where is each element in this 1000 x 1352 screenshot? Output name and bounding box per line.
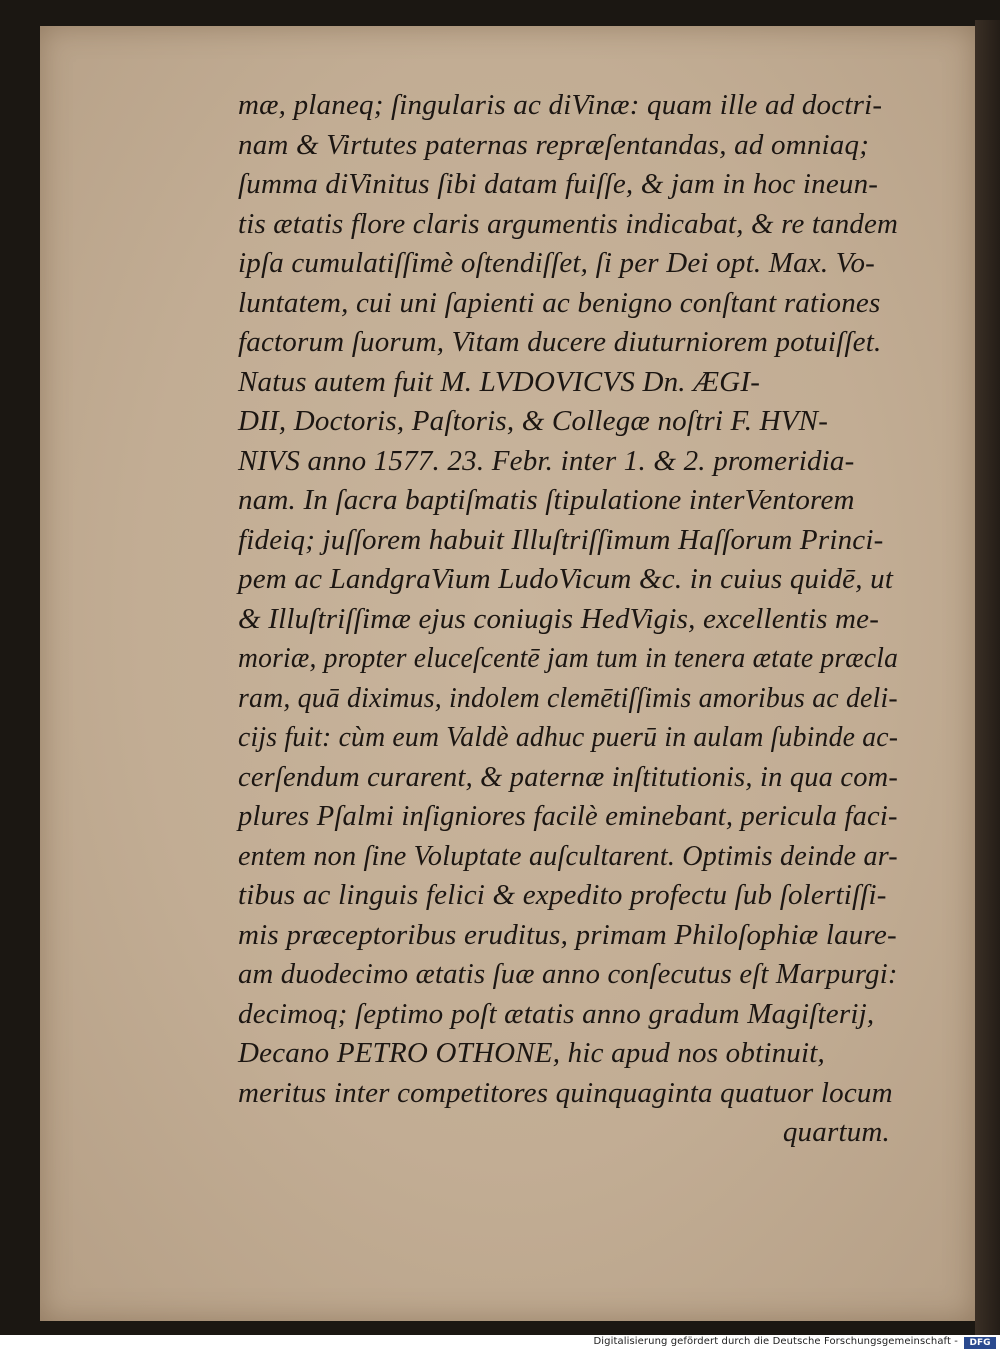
text-line: factorum ſuorum, Vitam ducere diuturniorem potuiſſet. xyxy=(238,326,882,358)
page-text xyxy=(238,86,898,1153)
text-line: ram, quā diximus, indolem clemētiſſimis amoribus ac deli- xyxy=(238,681,898,714)
text-line: tibus ac linguis felici & expedito profectu ſub ſolertiſſi- xyxy=(238,879,887,911)
text-line: meritus inter competitores quinquaginta quatuor locum xyxy=(238,1076,893,1109)
text-line: cijs fuit: cùm eum Valdè adhuc puerū in aulam ſubinde ac- xyxy=(238,721,899,753)
text-line: DII, Doctoris, Paſtoris, & Collegæ noſtri F. HVN- xyxy=(238,405,829,437)
book-edge xyxy=(975,20,1000,1335)
text-line: nam & Virtutes paternas repræſentandas, ad omniaq; xyxy=(238,128,870,161)
text-line: NIVS anno 1577. 23. Febr. inter 1. & 2. promeridia- xyxy=(238,444,855,477)
text-line: mæ, planeq; ſingularis ac diVinæ: quam ille ad doctri- xyxy=(238,89,883,121)
catchword: quartum. xyxy=(782,1116,890,1148)
text-line: & Illuſtriſſimæ ejus coniugis HedVigis, excellentis me- xyxy=(238,602,880,635)
text-line: mis præceptoribus eruditus, primam Philoſophiæ laure- xyxy=(238,918,897,951)
footer-bar xyxy=(0,1335,1000,1352)
text-line: plures Pſalmi inſigniores facilè eminebant, pericula faci- xyxy=(238,800,898,832)
text-line: cerſendum curarent, & paternæ inſtitutionis, in qua com- xyxy=(238,760,899,793)
text-line: ſumma diVinitus ſibi datam fuiſſe, & jam in hoc ineun- xyxy=(238,168,879,200)
dfg-logo: DFG xyxy=(964,1337,996,1349)
text-line: am duodecimo ætatis ſuæ anno conſecutus eſt Marpurgi: xyxy=(238,958,898,990)
text-line: tis ætatis flore claris argumentis indicabat, & re tandem xyxy=(238,207,899,240)
text-line: decimoq; ſeptimo poſt ætatis anno gradum Magiſterij, xyxy=(238,997,875,1030)
text-line: Natus autem fuit M. LVDOVICVS Dn. ÆGI- xyxy=(238,365,761,398)
text-line: Decano PETRO OTHONE, hic apud nos obtinuit, xyxy=(238,1037,825,1069)
text-line: luntatem, cui uni ſapienti ac benigno conſtant rationes xyxy=(238,286,881,319)
text-line: ipſa cumulatiſſimè oſtendiſſet, ſi per Dei opt. Max. Vo- xyxy=(238,247,876,279)
text-line: entem non ſine Voluptate auſcultarent. Optimis deinde ar- xyxy=(238,839,898,872)
text-line: nam. In ſacra baptiſmatis ſtipulatione interVentorem xyxy=(238,484,855,516)
text-line: pem ac LandgraVium LudoVicum &c. in cuius quidē, ut xyxy=(238,563,894,595)
text-line: moriæ, propter eluceſcentē jam tum in tenera ætate præcla xyxy=(238,642,899,674)
funding-credit: Digitalisierung gefördert durch die Deutsche Forschungsgemeinschaft - xyxy=(593,1336,958,1347)
text-line: fideiq; juſſorem habuit Illuſtriſſimum Haſſorum Princi- xyxy=(238,523,884,556)
